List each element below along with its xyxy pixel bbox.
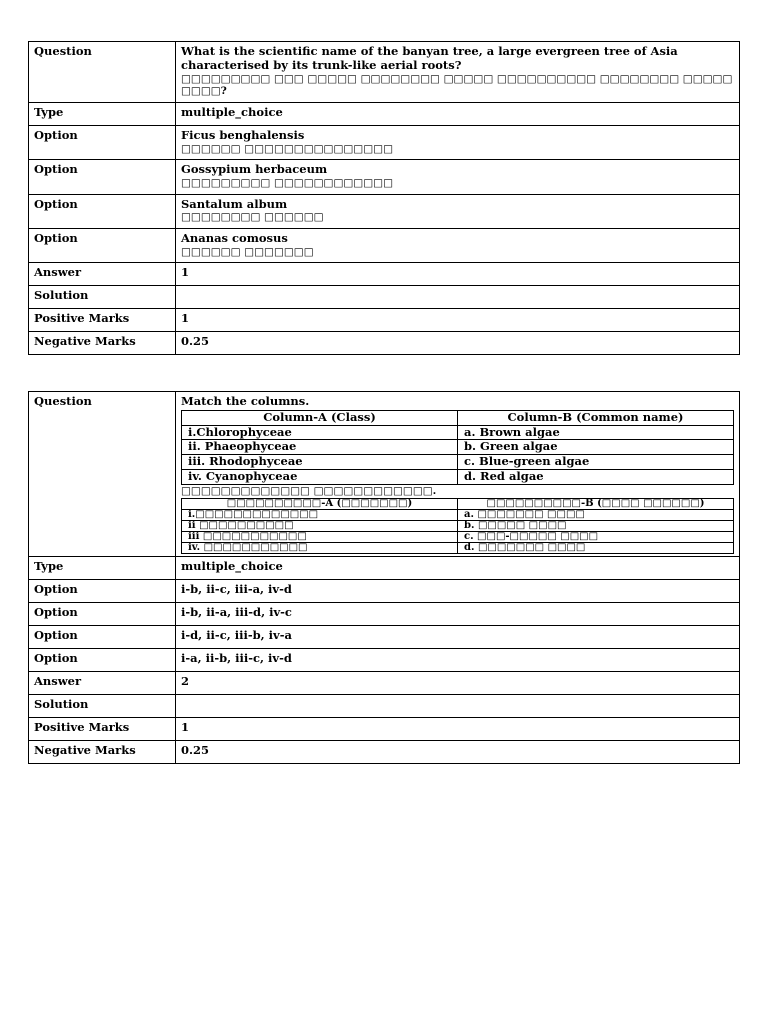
column-b-cell: b. □□□□□ □□□□ <box>458 521 734 532</box>
option-row <box>29 194 740 228</box>
match-row <box>182 469 734 484</box>
question-text <box>176 392 740 557</box>
positive-marks-row <box>29 718 740 741</box>
negative-marks-label: Negative Marks <box>29 332 176 355</box>
answer-label: Answer <box>29 263 176 286</box>
type-row <box>29 557 740 580</box>
column-a-cell: iii □□□□□□□□□□□ <box>182 532 458 543</box>
solution-value <box>176 286 740 309</box>
answer-row <box>29 672 740 695</box>
option-row <box>29 160 740 194</box>
match-header-row <box>182 410 734 425</box>
column-a-cell: ii □□□□□□□□□□ <box>182 521 458 532</box>
option-row <box>29 603 740 626</box>
answer-value: 1 <box>176 263 740 286</box>
option-text: i-b, ii-a, iii-d, iv-c <box>176 603 740 626</box>
negative-marks-value: 0.25 <box>176 741 740 764</box>
question-row <box>29 392 740 557</box>
column-a-header: Column-A (Class) <box>182 410 458 425</box>
question-table-1 <box>28 41 740 355</box>
option-local: □□□□□□□□□ □□□□□□□□□□□□ <box>181 176 393 189</box>
match-row <box>182 440 734 455</box>
column-a-cell: ii. Phaeophyceae <box>182 440 458 455</box>
column-a-cell: i.□□□□□□□□□□□□□ <box>182 510 458 521</box>
type-value: multiple_choice <box>176 557 740 580</box>
type-value: multiple_choice <box>176 102 740 125</box>
match-row <box>182 521 734 532</box>
positive-marks-label: Positive Marks <box>29 718 176 741</box>
solution-row <box>29 695 740 718</box>
column-b-cell: a. Brown algae <box>458 425 734 440</box>
option-label: Option <box>29 580 176 603</box>
match-row <box>182 510 734 521</box>
match-row <box>182 455 734 470</box>
question-label: Question <box>29 392 176 557</box>
option-english: Ananas comosus <box>181 230 288 245</box>
option-label: Option <box>29 626 176 649</box>
solution-label: Solution <box>29 695 176 718</box>
option-label: Option <box>29 228 176 262</box>
match-row <box>182 532 734 543</box>
option-text <box>176 194 740 228</box>
option-label: Option <box>29 125 176 159</box>
option-local: □□□□□□ □□□□□□□ <box>181 245 314 258</box>
column-a-cell: iv. Cyanophyceae <box>182 469 458 484</box>
column-b-header: □□□□□□□□□□-B (□□□□ □□□□□□) <box>458 499 734 510</box>
option-row <box>29 125 740 159</box>
question-table-2 <box>28 391 740 764</box>
option-english: Gossypium herbaceum <box>181 162 328 177</box>
question-local: □□□□□□□□□□□□□ □□□□□□□□□□□□. <box>181 484 437 497</box>
option-local: □□□□□□□□ □□□□□□ <box>181 211 324 224</box>
option-label: Option <box>29 649 176 672</box>
match-row <box>182 425 734 440</box>
negative-marks-row <box>29 741 740 764</box>
positive-marks-row <box>29 309 740 332</box>
match-table-local <box>181 498 734 554</box>
column-b-cell: d. □□□□□□□ □□□□ <box>458 543 734 554</box>
column-a-cell: iii. Rhodophyceae <box>182 455 458 470</box>
question-label: Question <box>29 42 176 103</box>
positive-marks-value: 1 <box>176 309 740 332</box>
answer-value: 2 <box>176 672 740 695</box>
type-row <box>29 102 740 125</box>
option-text <box>176 160 740 194</box>
solution-label: Solution <box>29 286 176 309</box>
question-english: Match the columns. <box>181 394 310 408</box>
option-text: i-b, ii-c, iii-a, iv-d <box>176 580 740 603</box>
positive-marks-value: 1 <box>176 718 740 741</box>
column-b-cell: b. Green algae <box>458 440 734 455</box>
option-text: i-d, ii-c, iii-b, iv-a <box>176 626 740 649</box>
column-b-cell: d. Red algae <box>458 469 734 484</box>
option-english: Santalum album <box>181 196 288 211</box>
column-b-header: Column-B (Common name) <box>458 410 734 425</box>
match-header-row <box>182 499 734 510</box>
column-b-cell: c. Blue-green algae <box>458 455 734 470</box>
positive-marks-label: Positive Marks <box>29 309 176 332</box>
option-row <box>29 228 740 262</box>
answer-row <box>29 263 740 286</box>
option-text: i-a, ii-b, iii-c, iv-d <box>176 649 740 672</box>
option-row <box>29 626 740 649</box>
negative-marks-label: Negative Marks <box>29 741 176 764</box>
question-text <box>176 42 740 103</box>
column-b-cell: a. □□□□□□□ □□□□ <box>458 510 734 521</box>
option-row <box>29 580 740 603</box>
column-a-cell: iv. □□□□□□□□□□□ <box>182 543 458 554</box>
column-a-header: □□□□□□□□□□-A (□□□□□□□) <box>182 499 458 510</box>
question-local: □□□□□□□□□ □□□ □□□□□ □□□□□□□□ □□□□□ □□□□□□□□□□ □□□□□□□□ □□□□□ □□□□? <box>181 72 733 98</box>
answer-label: Answer <box>29 672 176 695</box>
match-row <box>182 543 734 554</box>
option-text <box>176 228 740 262</box>
question-row <box>29 42 740 103</box>
option-label: Option <box>29 160 176 194</box>
negative-marks-row <box>29 332 740 355</box>
question-english: What is the scientific name of the banyan tree, a large evergreen tree of Asia characterised by its trunk-like aerial roots? <box>181 44 678 72</box>
match-table-english <box>181 410 734 485</box>
solution-row <box>29 286 740 309</box>
option-local: □□□□□□ □□□□□□□□□□□□□□□ <box>181 142 393 155</box>
type-label: Type <box>29 557 176 580</box>
column-a-cell: i.Chlorophyceae <box>182 425 458 440</box>
type-label: Type <box>29 102 176 125</box>
column-b-cell: c. □□□-□□□□□ □□□□ <box>458 532 734 543</box>
option-english: Ficus benghalensis <box>181 127 305 142</box>
option-label: Option <box>29 603 176 626</box>
option-label: Option <box>29 194 176 228</box>
solution-value <box>176 695 740 718</box>
option-text <box>176 125 740 159</box>
negative-marks-value: 0.25 <box>176 332 740 355</box>
option-row <box>29 649 740 672</box>
